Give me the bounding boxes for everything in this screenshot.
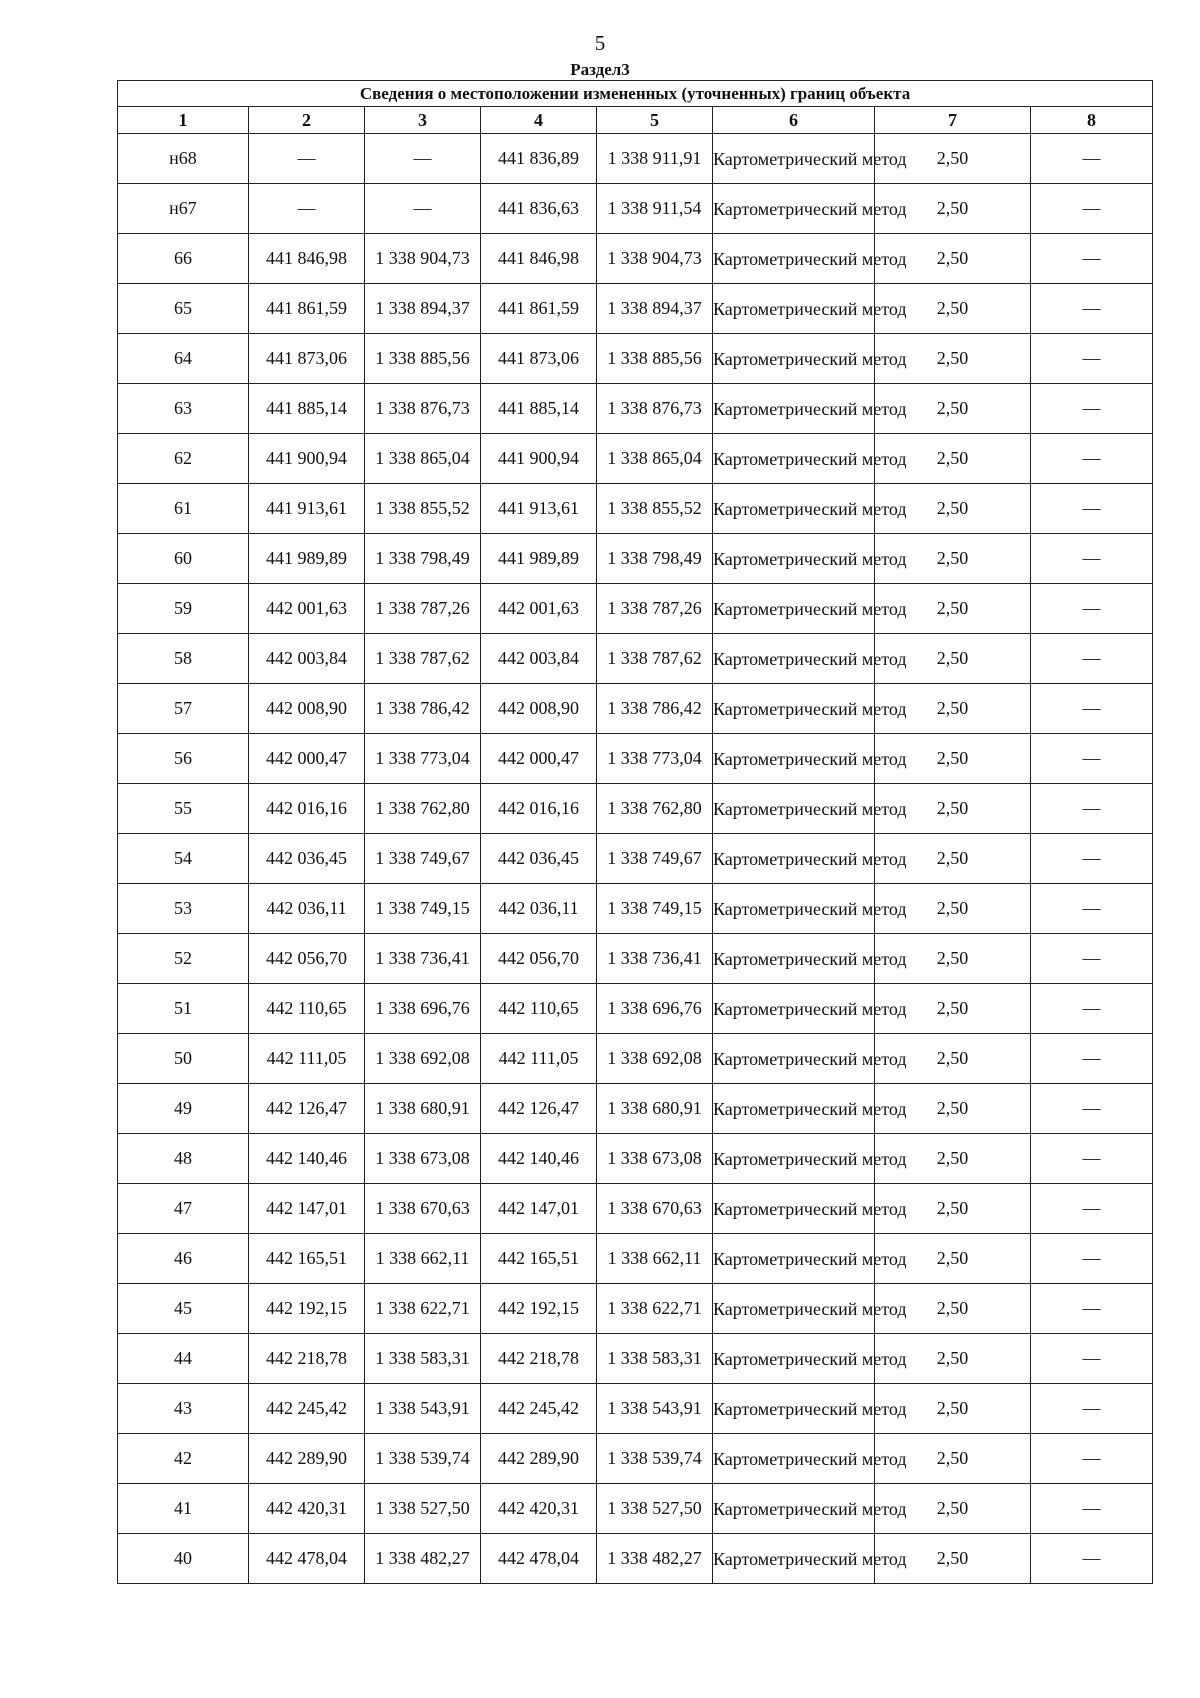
- column-header: 6: [713, 107, 875, 134]
- new-x-cell: 442 420,31: [481, 1484, 597, 1534]
- table-row: [118, 934, 1153, 984]
- existing-x-cell: 442 003,84: [249, 634, 365, 684]
- new-y-cell: 1 338 787,26: [597, 584, 713, 634]
- point-id-cell: 45: [118, 1284, 249, 1334]
- description-cell: —: [1031, 384, 1153, 434]
- point-id-cell: 63: [118, 384, 249, 434]
- new-y-cell: 1 338 904,73: [597, 234, 713, 284]
- new-x-cell: 441 885,14: [481, 384, 597, 434]
- new-x-cell: 441 900,94: [481, 434, 597, 484]
- table-row: [118, 1084, 1153, 1134]
- existing-x-cell: 442 008,90: [249, 684, 365, 734]
- section-title: Раздел3: [570, 60, 630, 79]
- description-cell: —: [1031, 184, 1153, 234]
- description-cell: —: [1031, 1184, 1153, 1234]
- existing-x-cell: 442 001,63: [249, 584, 365, 634]
- existing-y-cell: 1 338 787,26: [365, 584, 481, 634]
- table-row: [118, 734, 1153, 784]
- table-row: [118, 384, 1153, 434]
- accuracy-cell: 2,50: [875, 1234, 1031, 1284]
- new-x-cell: 441 846,98: [481, 234, 597, 284]
- method-cell: Картометрический метод: [713, 1334, 875, 1384]
- point-id-cell: 64: [118, 334, 249, 384]
- existing-x-cell: 442 289,90: [249, 1434, 365, 1484]
- new-y-cell: 1 338 798,49: [597, 534, 713, 584]
- table-row: [118, 634, 1153, 684]
- new-y-cell: 1 338 482,27: [597, 1534, 713, 1584]
- method-cell: Картометрический метод: [713, 834, 875, 884]
- column-header: 1: [118, 107, 249, 134]
- accuracy-cell: 2,50: [875, 834, 1031, 884]
- new-x-cell: 442 192,15: [481, 1284, 597, 1334]
- existing-x-cell: 442 192,15: [249, 1284, 365, 1334]
- existing-x-cell: 442 478,04: [249, 1534, 365, 1584]
- point-id-cell: 46: [118, 1234, 249, 1284]
- point-id-cell: н68: [118, 134, 249, 184]
- new-x-cell: 442 218,78: [481, 1334, 597, 1384]
- method-cell: Картометрический метод: [713, 134, 875, 184]
- accuracy-cell: 2,50: [875, 534, 1031, 584]
- existing-y-cell: 1 338 749,67: [365, 834, 481, 884]
- table-row: [118, 134, 1153, 184]
- accuracy-cell: 2,50: [875, 984, 1031, 1034]
- new-x-cell: 442 478,04: [481, 1534, 597, 1584]
- description-cell: —: [1031, 484, 1153, 534]
- table-row: [118, 334, 1153, 384]
- accuracy-cell: 2,50: [875, 1134, 1031, 1184]
- existing-y-cell: 1 338 539,74: [365, 1434, 481, 1484]
- existing-x-cell: 442 036,11: [249, 884, 365, 934]
- new-x-cell: 442 003,84: [481, 634, 597, 684]
- new-y-cell: 1 338 894,37: [597, 284, 713, 334]
- point-id-cell: 66: [118, 234, 249, 284]
- existing-x-cell: —: [249, 134, 365, 184]
- new-y-cell: 1 338 876,73: [597, 384, 713, 434]
- description-cell: —: [1031, 584, 1153, 634]
- accuracy-cell: 2,50: [875, 484, 1031, 534]
- table-row: [118, 1184, 1153, 1234]
- point-id-cell: 40: [118, 1534, 249, 1584]
- method-cell: Картометрический метод: [713, 334, 875, 384]
- method-cell: Картометрический метод: [713, 1434, 875, 1484]
- accuracy-cell: 2,50: [875, 1484, 1031, 1534]
- new-x-cell: 442 016,16: [481, 784, 597, 834]
- existing-x-cell: 441 913,61: [249, 484, 365, 534]
- accuracy-cell: 2,50: [875, 1434, 1031, 1484]
- table-caption: Сведения о местоположении измененных (уточненных) границ объекта: [118, 81, 1153, 107]
- accuracy-cell: 2,50: [875, 884, 1031, 934]
- existing-y-cell: 1 338 670,63: [365, 1184, 481, 1234]
- existing-y-cell: —: [365, 184, 481, 234]
- method-cell: Картометрический метод: [713, 634, 875, 684]
- table-row: [118, 584, 1153, 634]
- page-number: 5: [594, 31, 606, 55]
- table-row: [118, 784, 1153, 834]
- new-y-cell: 1 338 583,31: [597, 1334, 713, 1384]
- table-row: [118, 434, 1153, 484]
- accuracy-cell: 2,50: [875, 784, 1031, 834]
- new-y-cell: 1 338 527,50: [597, 1484, 713, 1534]
- point-id-cell: 65: [118, 284, 249, 334]
- description-cell: —: [1031, 1484, 1153, 1534]
- new-x-cell: 442 147,01: [481, 1184, 597, 1234]
- table-body: [118, 134, 1153, 1584]
- new-y-cell: 1 338 539,74: [597, 1434, 713, 1484]
- column-header-row: [118, 107, 1153, 134]
- existing-x-cell: 442 165,51: [249, 1234, 365, 1284]
- method-cell: Картометрический метод: [713, 684, 875, 734]
- new-y-cell: 1 338 736,41: [597, 934, 713, 984]
- new-y-cell: 1 338 773,04: [597, 734, 713, 784]
- table-row: [118, 1334, 1153, 1384]
- point-id-cell: 47: [118, 1184, 249, 1234]
- existing-y-cell: 1 338 662,11: [365, 1234, 481, 1284]
- new-y-cell: 1 338 673,08: [597, 1134, 713, 1184]
- accuracy-cell: 2,50: [875, 1334, 1031, 1384]
- description-cell: —: [1031, 1034, 1153, 1084]
- description-cell: —: [1031, 1284, 1153, 1334]
- new-x-cell: 442 001,63: [481, 584, 597, 634]
- table-row: [118, 234, 1153, 284]
- description-cell: —: [1031, 134, 1153, 184]
- column-header: 5: [597, 107, 713, 134]
- point-id-cell: 48: [118, 1134, 249, 1184]
- existing-x-cell: 441 861,59: [249, 284, 365, 334]
- table-row: [118, 1434, 1153, 1484]
- existing-y-cell: 1 338 798,49: [365, 534, 481, 584]
- new-x-cell: 441 836,89: [481, 134, 597, 184]
- existing-y-cell: 1 338 692,08: [365, 1034, 481, 1084]
- existing-y-cell: 1 338 786,42: [365, 684, 481, 734]
- existing-y-cell: 1 338 762,80: [365, 784, 481, 834]
- new-y-cell: 1 338 786,42: [597, 684, 713, 734]
- coordinates-table: [117, 80, 1153, 1584]
- accuracy-cell: 2,50: [875, 284, 1031, 334]
- accuracy-cell: 2,50: [875, 634, 1031, 684]
- accuracy-cell: 2,50: [875, 734, 1031, 784]
- table-row: [118, 834, 1153, 884]
- existing-x-cell: 442 110,65: [249, 984, 365, 1034]
- table-row: [118, 1484, 1153, 1534]
- existing-y-cell: 1 338 773,04: [365, 734, 481, 784]
- description-cell: —: [1031, 434, 1153, 484]
- new-y-cell: 1 338 749,67: [597, 834, 713, 884]
- existing-y-cell: 1 338 876,73: [365, 384, 481, 434]
- existing-y-cell: 1 338 583,31: [365, 1334, 481, 1384]
- point-id-cell: 51: [118, 984, 249, 1034]
- method-cell: Картометрический метод: [713, 884, 875, 934]
- method-cell: Картометрический метод: [713, 434, 875, 484]
- existing-y-cell: 1 338 894,37: [365, 284, 481, 334]
- description-cell: —: [1031, 1234, 1153, 1284]
- description-cell: —: [1031, 984, 1153, 1034]
- accuracy-cell: 2,50: [875, 434, 1031, 484]
- existing-x-cell: 442 147,01: [249, 1184, 365, 1234]
- existing-y-cell: 1 338 885,56: [365, 334, 481, 384]
- method-cell: Картометрический метод: [713, 184, 875, 234]
- accuracy-cell: 2,50: [875, 234, 1031, 284]
- accuracy-cell: 2,50: [875, 1084, 1031, 1134]
- point-id-cell: 52: [118, 934, 249, 984]
- new-y-cell: 1 338 696,76: [597, 984, 713, 1034]
- accuracy-cell: 2,50: [875, 934, 1031, 984]
- existing-y-cell: 1 338 527,50: [365, 1484, 481, 1534]
- new-y-cell: 1 338 622,71: [597, 1284, 713, 1334]
- new-x-cell: 441 861,59: [481, 284, 597, 334]
- method-cell: Картометрический метод: [713, 1484, 875, 1534]
- new-y-cell: 1 338 911,54: [597, 184, 713, 234]
- point-id-cell: 50: [118, 1034, 249, 1084]
- method-cell: Картометрический метод: [713, 1034, 875, 1084]
- point-id-cell: 41: [118, 1484, 249, 1534]
- existing-x-cell: 441 873,06: [249, 334, 365, 384]
- description-cell: —: [1031, 1134, 1153, 1184]
- new-y-cell: 1 338 911,91: [597, 134, 713, 184]
- point-id-cell: 49: [118, 1084, 249, 1134]
- point-id-cell: 57: [118, 684, 249, 734]
- existing-y-cell: 1 338 749,15: [365, 884, 481, 934]
- point-id-cell: 53: [118, 884, 249, 934]
- new-y-cell: 1 338 692,08: [597, 1034, 713, 1084]
- method-cell: Картометрический метод: [713, 934, 875, 984]
- description-cell: —: [1031, 784, 1153, 834]
- description-cell: —: [1031, 634, 1153, 684]
- column-header: 8: [1031, 107, 1153, 134]
- method-cell: Картометрический метод: [713, 1234, 875, 1284]
- table-row: [118, 184, 1153, 234]
- existing-y-cell: 1 338 787,62: [365, 634, 481, 684]
- existing-x-cell: 441 846,98: [249, 234, 365, 284]
- point-id-cell: 42: [118, 1434, 249, 1484]
- new-x-cell: 442 245,42: [481, 1384, 597, 1434]
- accuracy-cell: 2,50: [875, 134, 1031, 184]
- existing-y-cell: 1 338 622,71: [365, 1284, 481, 1334]
- description-cell: —: [1031, 1534, 1153, 1584]
- new-x-cell: 442 036,45: [481, 834, 597, 884]
- accuracy-cell: 2,50: [875, 1284, 1031, 1334]
- new-y-cell: 1 338 662,11: [597, 1234, 713, 1284]
- table-row: [118, 1034, 1153, 1084]
- table-row: [118, 684, 1153, 734]
- point-id-cell: 43: [118, 1384, 249, 1434]
- table-row: [118, 484, 1153, 534]
- existing-x-cell: 442 056,70: [249, 934, 365, 984]
- method-cell: Картометрический метод: [713, 1084, 875, 1134]
- accuracy-cell: 2,50: [875, 584, 1031, 634]
- existing-x-cell: —: [249, 184, 365, 234]
- description-cell: —: [1031, 1434, 1153, 1484]
- description-cell: —: [1031, 534, 1153, 584]
- method-cell: Картометрический метод: [713, 234, 875, 284]
- existing-y-cell: 1 338 482,27: [365, 1534, 481, 1584]
- existing-y-cell: 1 338 904,73: [365, 234, 481, 284]
- table-row: [118, 984, 1153, 1034]
- existing-x-cell: 442 245,42: [249, 1384, 365, 1434]
- accuracy-cell: 2,50: [875, 1184, 1031, 1234]
- description-cell: —: [1031, 1334, 1153, 1384]
- new-x-cell: 441 989,89: [481, 534, 597, 584]
- existing-x-cell: 442 111,05: [249, 1034, 365, 1084]
- description-cell: —: [1031, 834, 1153, 884]
- accuracy-cell: 2,50: [875, 1384, 1031, 1434]
- point-id-cell: 62: [118, 434, 249, 484]
- method-cell: Картометрический метод: [713, 984, 875, 1034]
- table-row: [118, 1234, 1153, 1284]
- method-cell: Картометрический метод: [713, 1184, 875, 1234]
- existing-y-cell: 1 338 855,52: [365, 484, 481, 534]
- new-x-cell: 442 000,47: [481, 734, 597, 784]
- new-x-cell: 442 289,90: [481, 1434, 597, 1484]
- description-cell: —: [1031, 1384, 1153, 1434]
- new-x-cell: 441 913,61: [481, 484, 597, 534]
- existing-y-cell: 1 338 673,08: [365, 1134, 481, 1184]
- accuracy-cell: 2,50: [875, 1034, 1031, 1084]
- point-id-cell: н67: [118, 184, 249, 234]
- description-cell: —: [1031, 884, 1153, 934]
- existing-x-cell: 442 140,46: [249, 1134, 365, 1184]
- method-cell: Картометрический метод: [713, 1384, 875, 1434]
- description-cell: —: [1031, 734, 1153, 784]
- table-row: [118, 284, 1153, 334]
- new-x-cell: 441 873,06: [481, 334, 597, 384]
- description-cell: —: [1031, 234, 1153, 284]
- new-y-cell: 1 338 670,63: [597, 1184, 713, 1234]
- column-header: 2: [249, 107, 365, 134]
- existing-y-cell: 1 338 865,04: [365, 434, 481, 484]
- table-row: [118, 534, 1153, 584]
- method-cell: Картометрический метод: [713, 734, 875, 784]
- accuracy-cell: 2,50: [875, 684, 1031, 734]
- column-header: 7: [875, 107, 1031, 134]
- method-cell: Картометрический метод: [713, 384, 875, 434]
- new-y-cell: 1 338 787,62: [597, 634, 713, 684]
- new-y-cell: 1 338 865,04: [597, 434, 713, 484]
- existing-y-cell: 1 338 696,76: [365, 984, 481, 1034]
- table-row: [118, 1534, 1153, 1584]
- table-row: [118, 1134, 1153, 1184]
- new-x-cell: 442 056,70: [481, 934, 597, 984]
- existing-x-cell: 441 989,89: [249, 534, 365, 584]
- point-id-cell: 56: [118, 734, 249, 784]
- table-row: [118, 1284, 1153, 1334]
- existing-x-cell: 442 016,16: [249, 784, 365, 834]
- method-cell: Картометрический метод: [713, 1134, 875, 1184]
- new-x-cell: 442 111,05: [481, 1034, 597, 1084]
- point-id-cell: 54: [118, 834, 249, 884]
- new-x-cell: 442 126,47: [481, 1084, 597, 1134]
- existing-y-cell: —: [365, 134, 481, 184]
- point-id-cell: 60: [118, 534, 249, 584]
- description-cell: —: [1031, 684, 1153, 734]
- existing-x-cell: 442 036,45: [249, 834, 365, 884]
- new-y-cell: 1 338 885,56: [597, 334, 713, 384]
- description-cell: —: [1031, 334, 1153, 384]
- accuracy-cell: 2,50: [875, 334, 1031, 384]
- point-id-cell: 55: [118, 784, 249, 834]
- method-cell: Картометрический метод: [713, 1284, 875, 1334]
- existing-x-cell: 442 218,78: [249, 1334, 365, 1384]
- new-x-cell: 441 836,63: [481, 184, 597, 234]
- new-x-cell: 442 140,46: [481, 1134, 597, 1184]
- existing-x-cell: 441 885,14: [249, 384, 365, 434]
- new-x-cell: 442 110,65: [481, 984, 597, 1034]
- point-id-cell: 59: [118, 584, 249, 634]
- method-cell: Картометрический метод: [713, 484, 875, 534]
- method-cell: Картометрический метод: [713, 534, 875, 584]
- table-row: [118, 1384, 1153, 1434]
- table-row: [118, 884, 1153, 934]
- column-header: 3: [365, 107, 481, 134]
- accuracy-cell: 2,50: [875, 184, 1031, 234]
- existing-y-cell: 1 338 736,41: [365, 934, 481, 984]
- new-y-cell: 1 338 762,80: [597, 784, 713, 834]
- existing-x-cell: 442 420,31: [249, 1484, 365, 1534]
- existing-x-cell: 442 126,47: [249, 1084, 365, 1134]
- description-cell: —: [1031, 1084, 1153, 1134]
- new-x-cell: 442 165,51: [481, 1234, 597, 1284]
- column-header: 4: [481, 107, 597, 134]
- description-cell: —: [1031, 934, 1153, 984]
- new-x-cell: 442 008,90: [481, 684, 597, 734]
- accuracy-cell: 2,50: [875, 1534, 1031, 1584]
- existing-x-cell: 441 900,94: [249, 434, 365, 484]
- new-y-cell: 1 338 855,52: [597, 484, 713, 534]
- method-cell: Картометрический метод: [713, 784, 875, 834]
- point-id-cell: 44: [118, 1334, 249, 1384]
- new-y-cell: 1 338 749,15: [597, 884, 713, 934]
- method-cell: Картометрический метод: [713, 584, 875, 634]
- point-id-cell: 58: [118, 634, 249, 684]
- method-cell: Картометрический метод: [713, 284, 875, 334]
- description-cell: —: [1031, 284, 1153, 334]
- existing-x-cell: 442 000,47: [249, 734, 365, 784]
- point-id-cell: 61: [118, 484, 249, 534]
- new-y-cell: 1 338 543,91: [597, 1384, 713, 1434]
- new-y-cell: 1 338 680,91: [597, 1084, 713, 1134]
- existing-y-cell: 1 338 543,91: [365, 1384, 481, 1434]
- method-cell: Картометрический метод: [713, 1534, 875, 1584]
- new-x-cell: 442 036,11: [481, 884, 597, 934]
- accuracy-cell: 2,50: [875, 384, 1031, 434]
- existing-y-cell: 1 338 680,91: [365, 1084, 481, 1134]
